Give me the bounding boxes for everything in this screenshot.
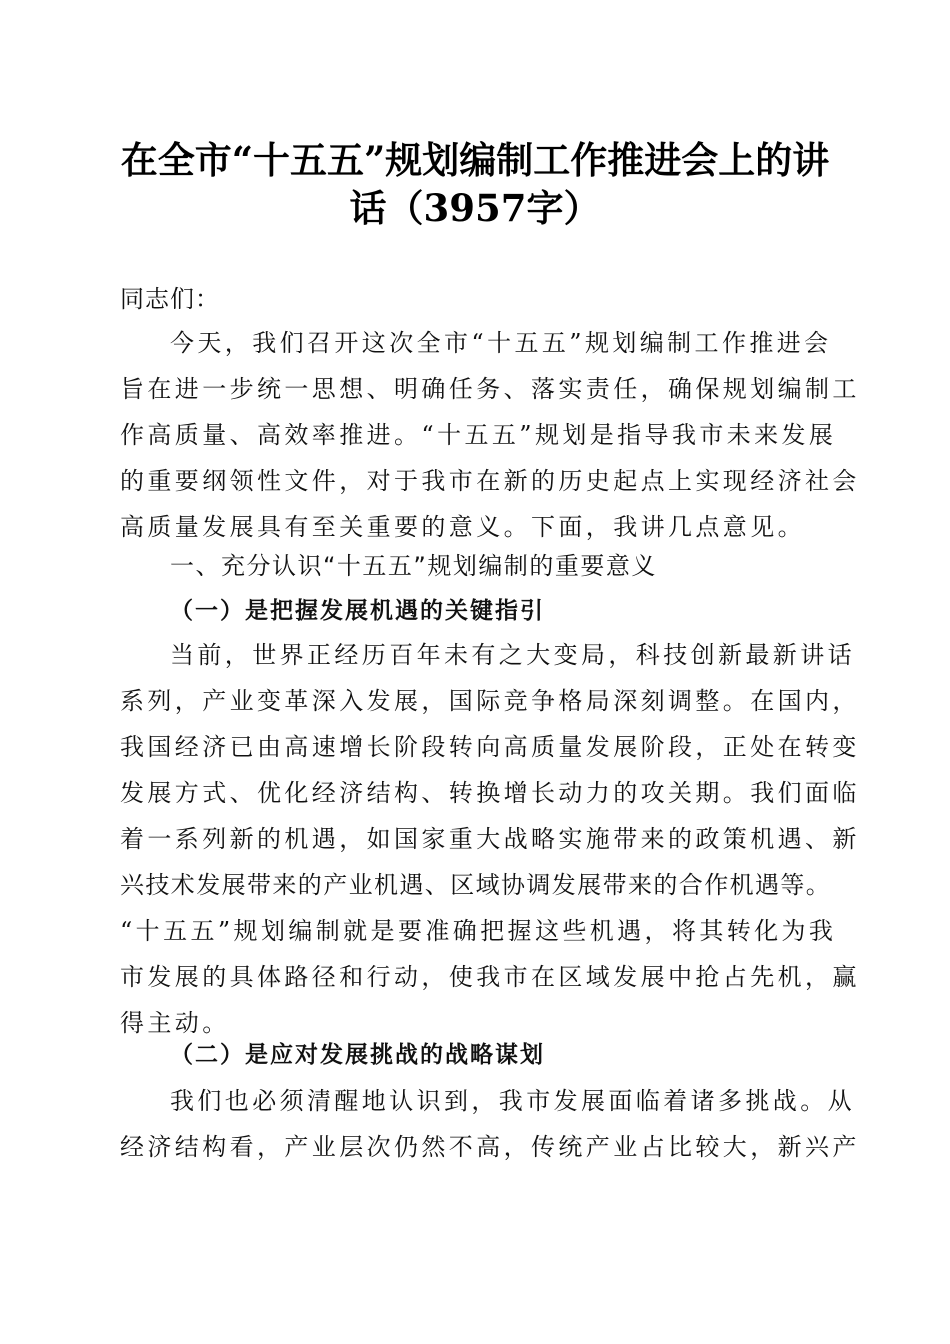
paragraph-line: 市发展的具体路径和行动，使我市在区域发展中抢占先机，赢	[120, 963, 860, 991]
salutation: 同志们：	[120, 285, 220, 313]
paragraph-line: 得主动。	[120, 1009, 230, 1037]
paragraph-line: 作高质量、高效率推进。“十五五”规划是指导我市未来发展	[120, 421, 837, 449]
paragraph-line: 当前，世界正经历百年未有之大变局，科技创新最新讲话	[170, 641, 855, 669]
paragraph-line: 高质量发展具有至关重要的意义。下面，我讲几点意见。	[120, 513, 805, 541]
document-title-line-1: 在全市“十五五”规划编制工作推进会上的讲	[120, 138, 830, 182]
paragraph-challenges	[120, 1078, 860, 1170]
paragraph-line: 着一系列新的机遇，如国家重大战略实施带来的政策机遇、新	[120, 825, 860, 853]
subsection-heading-2: （二）是应对发展挑战的战略谋划	[170, 1041, 545, 1068]
paragraph-line: 我们也必须清醒地认识到，我市发展面临着诸多挑战。从	[170, 1087, 855, 1115]
document-title-line-2: 话（3957字）	[349, 186, 601, 230]
paragraph-line: 系列，产业变革深入发展，国际竞争格局深刻调整。在国内，	[120, 687, 860, 715]
subsection-heading-1: （一）是把握发展机遇的关键指引	[170, 597, 545, 624]
paragraph-line: “十五五”规划编制就是要准确把握这些机遇，将其转化为我	[120, 917, 837, 945]
paragraph-line: 兴技术发展带来的产业机遇、区域协调发展带来的合作机遇等。	[120, 871, 832, 899]
paragraph-line: 今天，我们召开这次全市“十五五”规划编制工作推进会	[170, 329, 832, 357]
section-heading-1: 一、充分认识“十五五”规划编制的重要意义	[170, 552, 657, 580]
paragraph-line: 旨在进一步统一思想、明确任务、落实责任，确保规划编制工	[120, 375, 860, 403]
paragraph-intro	[120, 320, 860, 550]
paragraph-line: 经济结构看，产业层次仍然不高，传统产业占比较大，新兴产	[120, 1133, 860, 1161]
paragraph-line: 发展方式、优化经济结构、转换增长动力的攻关期。我们面临	[120, 779, 860, 807]
paragraph-line: 的重要纲领性文件，对于我市在新的历史起点上实现经济社会	[120, 467, 860, 495]
paragraph-opportunities	[120, 632, 860, 1046]
paragraph-line: 我国经济已由高速增长阶段转向高质量发展阶段，正处在转变	[120, 733, 860, 761]
